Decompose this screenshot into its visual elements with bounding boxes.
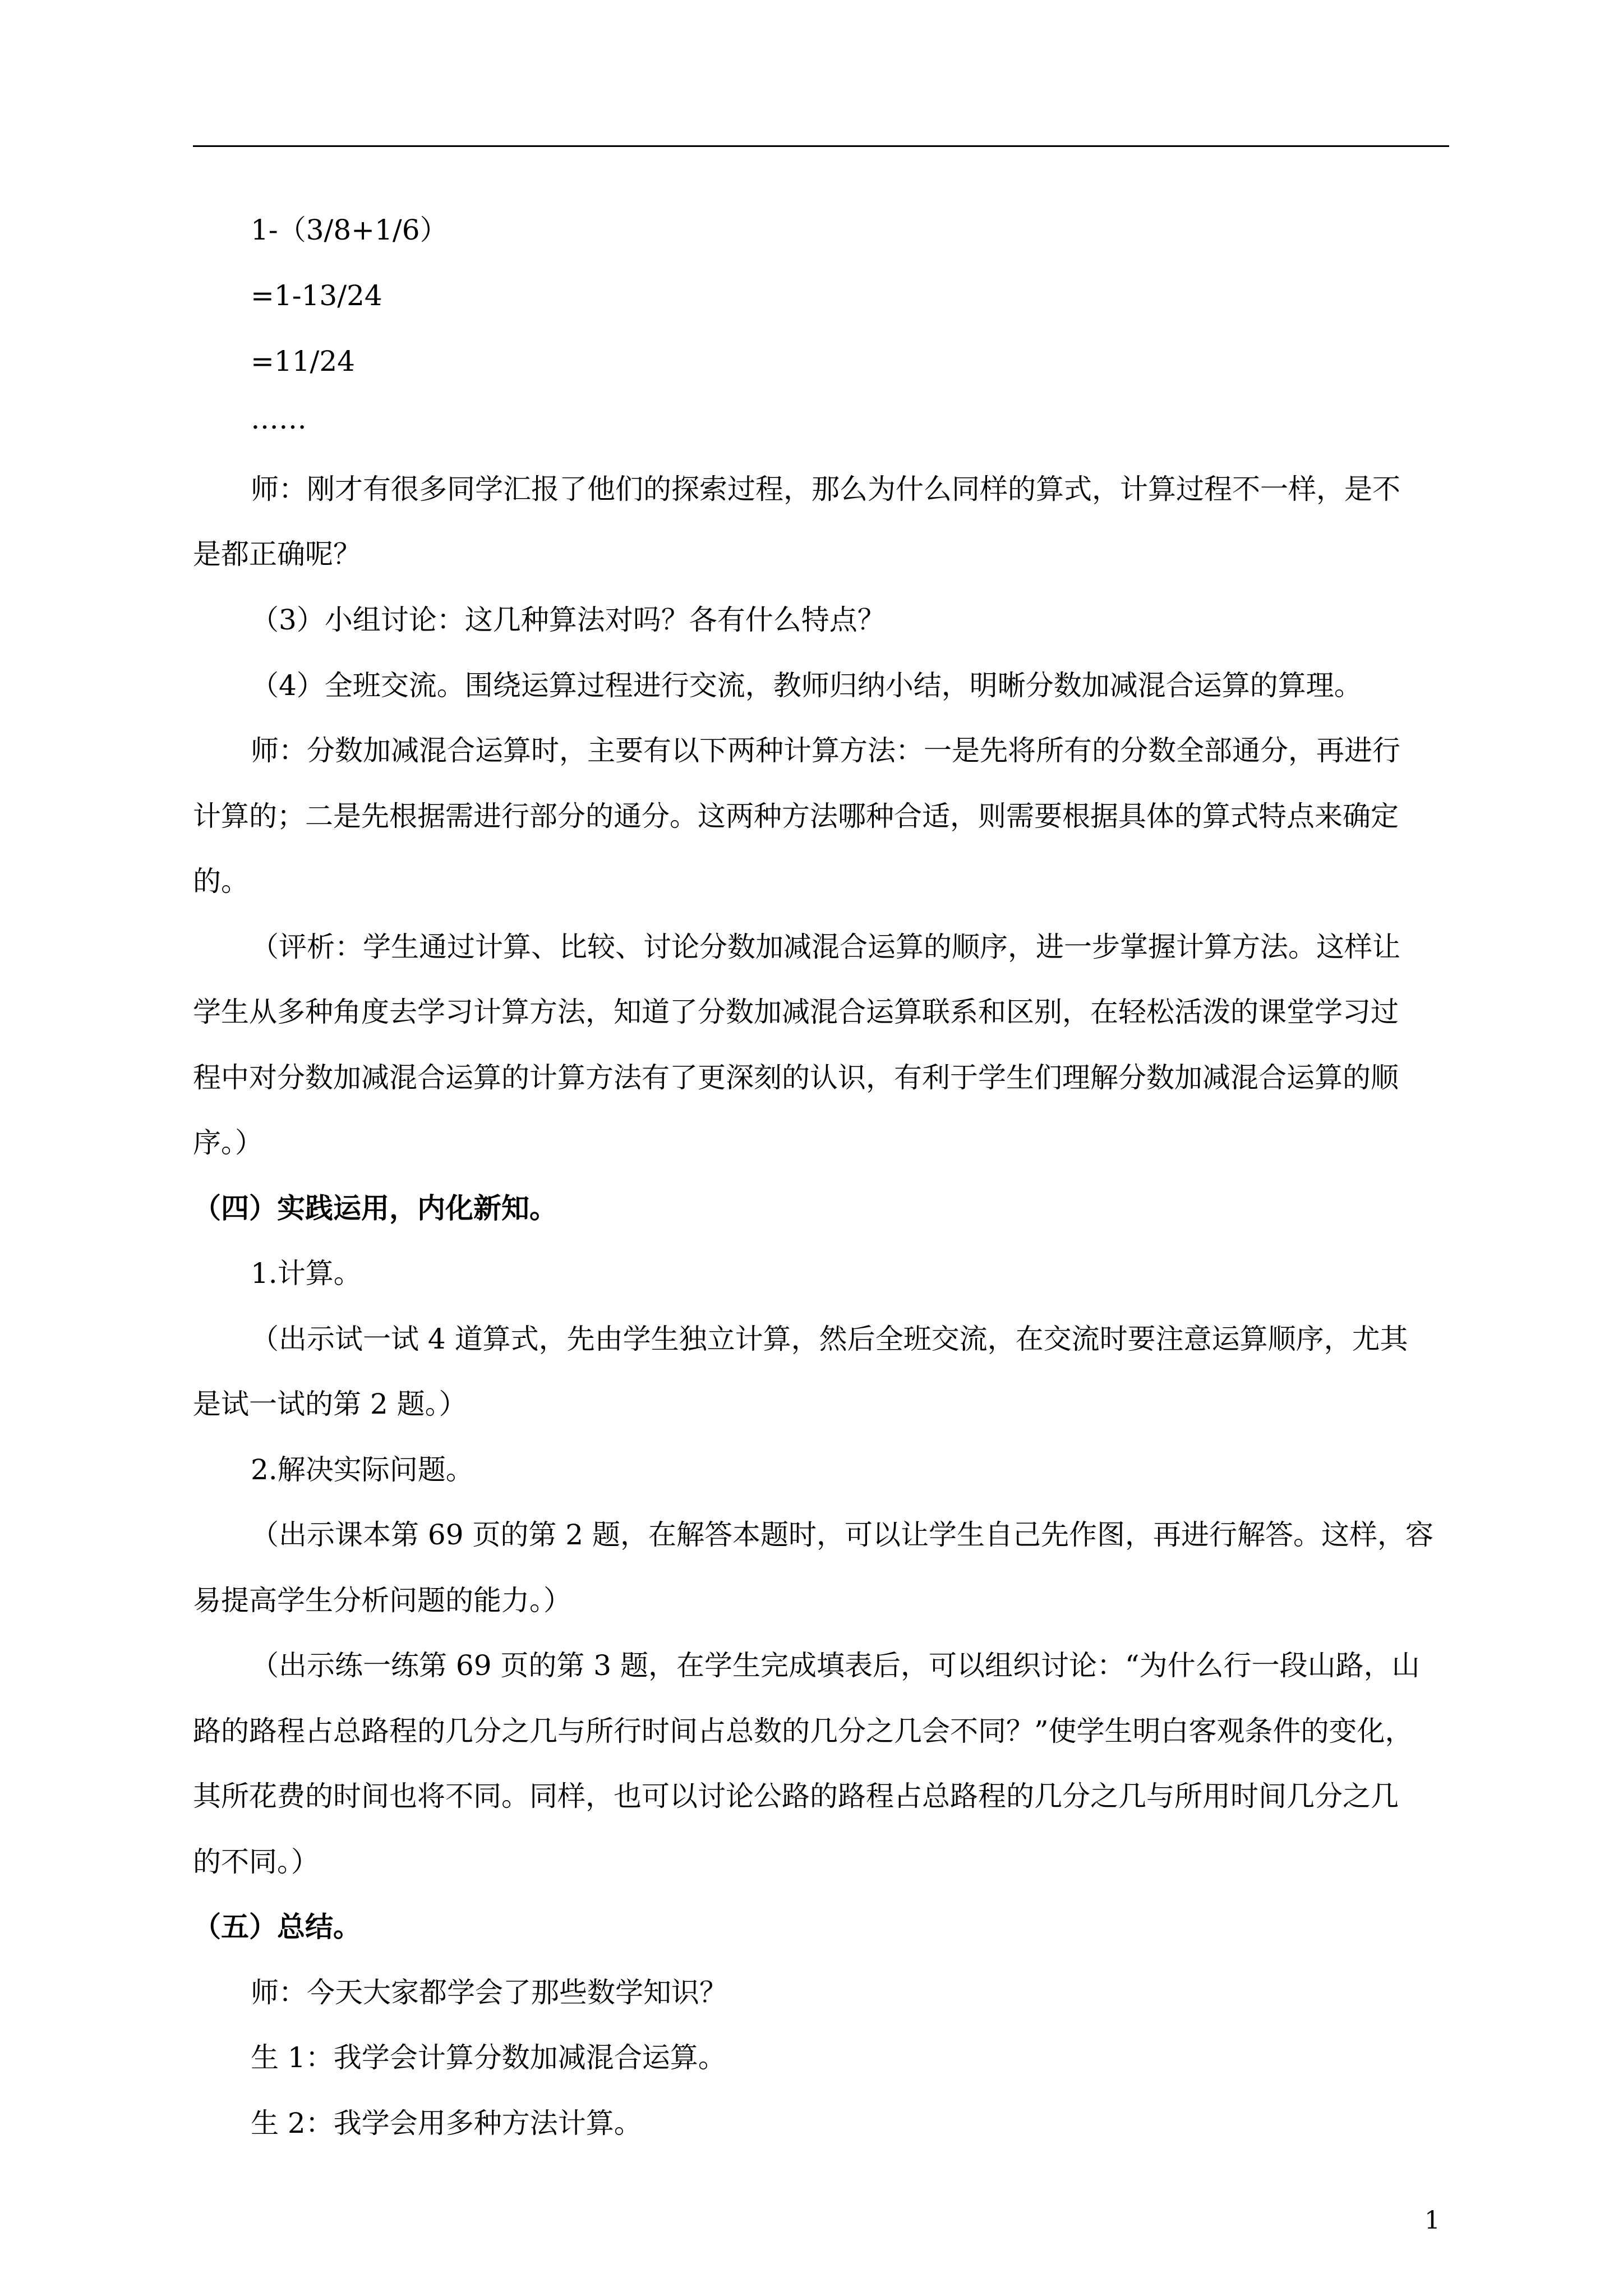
paragraph-line: 2.解决实际问题。 bbox=[251, 1453, 474, 1486]
paragraph-line: （出示试一试 4 道算式，先由学生独立计算，然后全班交流，在交流时要注意运算顺序，尤其 bbox=[251, 1323, 1408, 1355]
paragraph-line: 1.计算。 bbox=[251, 1257, 362, 1290]
paragraph-line: （评析：学生通过计算、比较、讨论分数加减混合运算的顺序，进一步掌握计算方法。这样让 bbox=[251, 931, 1400, 963]
formula-line-2: =1-13/24 bbox=[251, 279, 382, 312]
section-heading: （五）总结。 bbox=[193, 1910, 361, 1943]
paragraph-line: 师：今天大家都学会了那些数学知识？ bbox=[251, 1976, 727, 2009]
paragraph-line: 易提高学生分析问题的能力。） bbox=[193, 1584, 571, 1617]
paragraph-line: 序。） bbox=[193, 1126, 263, 1159]
paragraph-line: （3）小组讨论：这几种算法对吗？各有什么特点？ bbox=[251, 604, 886, 636]
paragraph-line: 其所花费的时间也将不同。同样，也可以讨论公路的路程占总路程的几分之几与所用时间几分之几 bbox=[193, 1780, 1399, 1812]
paragraph-line: 师：刚才有很多同学汇报了他们的探索过程，那么为什么同样的算式，计算过程不一样，是不 bbox=[251, 473, 1400, 505]
paragraph-line: 计算的；二是先根据需进行部分的通分。这两种方法哪种合适，则需要根据具体的算式特点来确定 bbox=[193, 800, 1399, 832]
header-rule bbox=[193, 145, 1449, 147]
formula-line-1: 1-（3/8+1/6） bbox=[251, 214, 448, 246]
page-number: 1 bbox=[1424, 2206, 1440, 2235]
paragraph-line: 的。 bbox=[193, 865, 249, 898]
paragraph-line: 生 1：我学会计算分数加减混合运算。 bbox=[251, 2041, 726, 2074]
paragraph-line: 的不同。） bbox=[193, 1846, 319, 1878]
formula-line-3: =11/24 bbox=[251, 345, 355, 378]
paragraph-line: 学生从多种角度去学习计算方法，知道了分数加减混合运算联系和区别，在轻松活泼的课堂学习过 bbox=[193, 996, 1399, 1028]
paragraph-line: 生 2：我学会用多种方法计算。 bbox=[251, 2107, 642, 2139]
paragraph-line: 程中对分数加减混合运算的计算方法有了更深刻的认识，有利于学生们理解分数加减混合运算的顺 bbox=[193, 1061, 1399, 1094]
section-heading: （四）实践运用，内化新知。 bbox=[193, 1191, 557, 1225]
paragraph-line: （出示课本第 69 页的第 2 题，在解答本题时，可以让学生自己先作图，再进行解答。这样，容 bbox=[251, 1519, 1434, 1551]
paragraph-line: 是试一试的第 2 题。） bbox=[193, 1388, 467, 1420]
paragraph-line: 师：分数加减混合运算时，主要有以下两种计算方法：一是先将所有的分数全部通分，再进行 bbox=[251, 734, 1400, 767]
paragraph-line: （出示练一练第 69 页的第 3 题，在学生完成填表后，可以组织讨论：“为什么行一段山路，山 bbox=[251, 1649, 1420, 1682]
ellipsis-line: …… bbox=[251, 403, 307, 435]
paragraph-line: （4）全班交流。围绕运算过程进行交流，教师归纳小结，明晰分数加减混合运算的算理。 bbox=[251, 669, 1362, 702]
paragraph-line: 是都正确呢？ bbox=[193, 538, 361, 570]
paragraph-line: 路的路程占总路程的几分之几与所行时间占总数的几分之几会不同？”使学生明白客观条件的变化， bbox=[193, 1715, 1413, 1747]
